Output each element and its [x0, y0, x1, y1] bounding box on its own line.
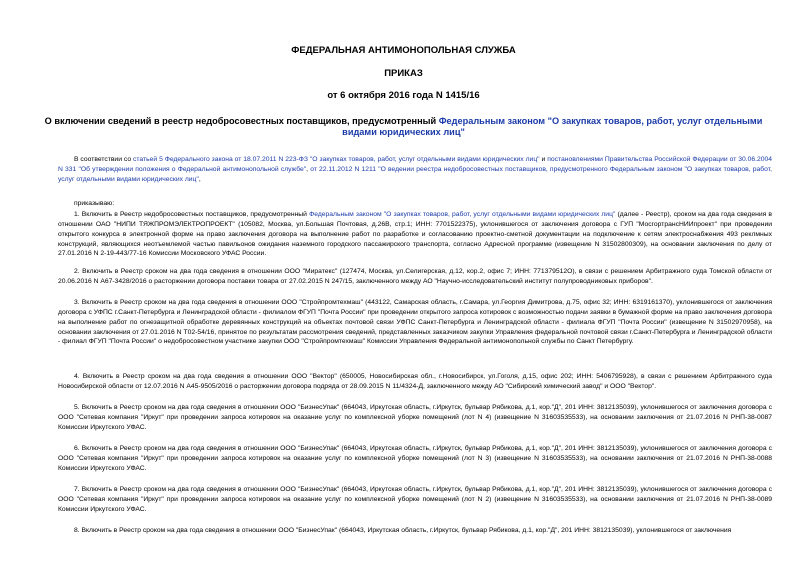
item-7: 7. Включить в Реестр сроком на два года сведения в отношении ООО "БизнесУпак" (664043, Иркутская область, г.Иркутск, бульвар Рябикова, д.1, кор."Д", 201 ИНН: 3812135039), уклонившегося от заключения договора с ООО "Сетевая компания "Иркут" при проведении запроса котировок на оказание услуг по комплексной уборке помещений (лот N 2) (извещение N 31603535533), на основании заключения от 21.07.2016 N РНП-38-0089 Комиссии Иркутского УФАС. [58, 486, 772, 513]
item-5: 5. Включить в Реестр сроком на два года сведения в отношении ООО "БизнесУпак" (664043, Иркутская область, г.Иркутск, бульвар Рябикова, д.1, кор."Д", 201 ИНН: 3812135039), уклонившегося от заключения договора с ООО "Сетевая компания "Иркут" при проведении запроса котировок на оказание услуг по комплексной уборке помещений (лот N 4) (извещение N 31603535533), на основании заключения от 21.07.2016 N РНП-38-0087 Комиссии Иркутского УФАС. [58, 404, 772, 431]
item-1-text-1: 1. Включить в Реестр недобросовестных поставщиков, предусмотренный [74, 211, 310, 218]
doc-type: ПРИКАЗ [384, 68, 423, 79]
doc-title-law-link[interactable]: Федеральным законом "О закупках товаров, работ, услуг отдельными видами юридических лиц" [342, 116, 763, 137]
doc-title-text: О включении сведений в реестр недобросовестных поставщиков, предусмотренный [44, 116, 439, 126]
item-2: 2. Включить в Реестр сроком на два года сведения в отношении ООО "Миратекс" (127474, Москва, ул.Селигерская, д.12, кор.2, офис 7; ИНН: 771379512О), в связи с решением Арбитражного суда Томской области от 20.06.2016 N А67-3428/2016 о расторжении договора поставки товара от 27.02.2015 N 247/15, заключенного между АО "Научно-исследовательский институт полупроводниковых приборов". [58, 268, 772, 285]
item-3: 3. Включить в Реестр сроком на два года сведения в отношении ООО "Стройпромтехмаш" (443122, Самарская область, г.Самара, ул.Георгия Димитрова, д.75, офис 32; ИНН: 6319161370), уклонившегося от заключения договора с УФПС г.Санкт-Петербурга и Ленинградской области - филиалом ФГУП "Почта России" при проведении открытого запроса котировок с возможностью подачи заявки в бумажной форме на право заключения договора на выполнение работ по огнезащитной обработке деревянных конструкций на объектах почтовой связи УФПС Санкт-Петербурга и Ленинградской области - филиала ФГУП "Почта России" (извещение N 31502970958), на основании заключения от 27.01.2016 N Т02-54/16, принятое по результатам рассмотрения сведений, представленных заказчиком закупки Управления федеральной почтовой связи г.Санкт-Петербурга и Ленинградской области - филиал ФГУП "Почта России" о недобросовестном участнике закупки ООО "Стройпромтехмаш" Комиссии Управления Федеральной антимонопольной службы по Санкт Петербургу. [58, 299, 772, 346]
intro-text-1: В соответствии со [74, 156, 134, 163]
item-1-text-2: (далее - Реестр), сроком на два года сведения в отношении ОАО "НИПИ ТЯЖПРОМЭЛЕКТРОПРОЕКТ" (105082, Москва, ул.Большая Почтовая, д.26В, стр.1; ИНН: 7701522375), уклонившегося от заключения договора с ГУП "МосгортрансНИИпроект" при проведении открытого конкурса в электронной форме на право заключения договора на выполнение работ по разработке и согласованию проектно-сметной документации на подключение к сетям электроснабжения 493 реклмных конструкций, являющихся неотъемлемой частью павильонов ожидания наземного городского пассажирского транспорта, согласно Адресной программе (извещение N 31502800309), на основании заключения по делу от 27.01.2016 N 2-19-443/77-16 Комиссии Московского УФАС России. [58, 211, 772, 258]
intro-text-3: , [306, 165, 311, 173]
intro-paragraph [58, 155, 772, 185]
intro-text-4: , [198, 175, 201, 183]
item-6: 6. Включить в Реестр сроком на два года сведения в отношении ООО "БизнесУпак" (664043, Иркутская область, г.Иркутск, бульвар Рябикова, д.1, кор."Д", 201 ИНН: 3812135039), уклонившегося от заключения договора с ООО "Сетевая компания "Иркут" при проведении запроса котировок на оказание услуг по комплексной уборке помещений (лот N 3) (извещение N 31603535533), на основании заключения от 21.07.2016 N РНП-38-0088 Комиссии Иркутского УФАС. [58, 445, 772, 472]
item-4: 4. Включить в Реестр сроком на два года сведения в отношении ООО "Вектор" (650005, Новосибирская обл., г.Новосибирск, ул.Гоголя, д.15, офис 202; ИНН: 5406795928), в связи с решением Арбитражного суда Новосибирской области от 12.07.2016 N А45-9505/2016 о расторжении договора подряда от 28.09.2015 N 11/4324-Д, заключенного между АО "Сибирский химический завод" и ООО "Вектор". [58, 373, 772, 390]
item-8: 8. Включить в Реестр сроком на два года сведения в отношении ООО "БизнесУпак" (664043, Иркутская область, г.Иркутск, бульвар Рябикова, д.1, кор."Д", 201 ИНН: 3812135039), уклонившегося от заключения [74, 527, 732, 534]
doc-date-number: от 6 октября 2016 года N 1415/16 [327, 90, 480, 101]
doc-title [40, 116, 767, 138]
intro-link-1211[interactable]: от 22.11.2012 N 1211 "О ведении реестра недобросовестных поставщиков, предусмотренного Федеральным законом "О закупках товаров, работ, услуг отдельными видами юридических лиц" [58, 165, 772, 183]
agency-name: ФЕДЕРАЛЬНАЯ АНТИМОНОПОЛЬНАЯ СЛУЖБА [291, 45, 516, 56]
intro-text-2: и [539, 156, 548, 163]
intro-link-223fz[interactable]: статьей 5 Федерального закона от 18.07.2011 N 223-ФЗ "О закупках товаров, работ, услуг отдельными видами юридических лиц" [133, 156, 540, 163]
intro-link-331[interactable]: постановлениями Правительства Российской Федерации от 30.06.2004 N 331 "Об утверждении положения о Федеральной антимонопольной службе" [58, 156, 772, 173]
item-1-law-link[interactable]: Федеральным законом "О закупках товаров, работ, услуг отдельными видами юридических лиц" [309, 211, 616, 218]
item-1 [58, 210, 772, 259]
prikazyvayu: приказываю: [74, 200, 115, 207]
